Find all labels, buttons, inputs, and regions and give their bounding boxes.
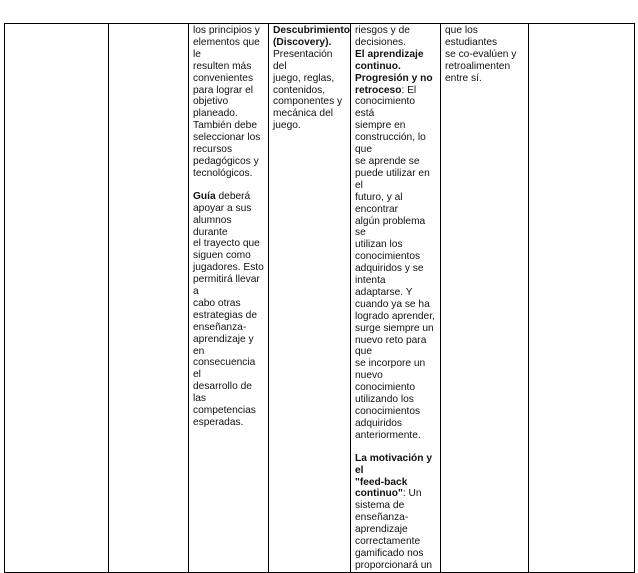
table-cell-col6 [441, 24, 529, 573]
table-cell-col5 [351, 24, 441, 573]
cell-paragraph: los principios y elementos que le resulten más convenientes para lograr el objetivo planeado. También debe seleccionar los recursos pedagógicos y tecnológicos. [193, 25, 261, 179]
discovery-heading: Descubrimiento (Discovery). [273, 25, 350, 48]
table-cell-col7 [529, 24, 635, 573]
table-cell-col4 [269, 24, 351, 573]
motivation-heading: La motivación y el "feed-back continuo" [355, 452, 432, 500]
cell-paragraph: que los estudiantes se co-evalúen y retroalimenten entre sí. [445, 25, 517, 84]
table-cell-col1 [5, 24, 109, 573]
guia-label: Guía [193, 190, 216, 202]
motivation-text: : Un sistema de enseñanza- aprendizaje correctamente gamificado nos proporcionará un [355, 488, 433, 571]
discovery-text: Presentación del juego, reglas, contenidos, componentes y mecánica del juego. [273, 48, 343, 132]
table-row [5, 24, 635, 573]
cell-paragraph [355, 453, 436, 572]
cell-paragraph [355, 49, 436, 442]
lesson-plan-table [4, 23, 635, 573]
guia-text: deberá apoyar a sus alumnos durante el trayecto que siguen como jugadores. Esto permitirá llevar a cabo otras estrategias de enseñanza- aprendizaje y en consecuencia el desarrollo de las competencias esperadas. [193, 190, 264, 428]
cell-paragraph: riesgos y de decisiones. [355, 25, 410, 48]
cell-paragraph [193, 191, 264, 429]
continuous-learning-heading: El aprendizaje continuo. Progresión y no retroceso [355, 48, 433, 96]
table-cell-col2 [109, 24, 189, 573]
table-cell-col3 [189, 24, 269, 573]
continuous-learning-text: : El conocimiento está siempre en construcción, lo que se aprende se puede utilizar en el futuro, y al encontrar algún problema se utilizan los conocimientos adquiridos y se intenta adaptarse. Y cuando ya se ha logrado aprender, surge siempre un nuevo reto para que se incorpore un nuevo conocimiento utilizando los conocimientos adquiridos anteriormente. [355, 84, 435, 441]
